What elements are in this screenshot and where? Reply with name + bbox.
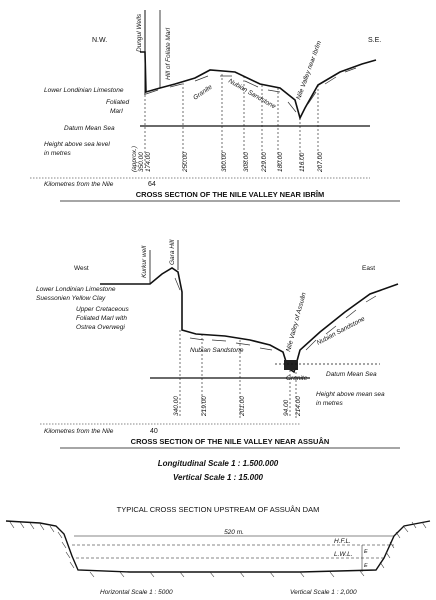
ibrim-ground-profile bbox=[140, 52, 376, 118]
vertical-scale: Vertical Scale 1 : 15.000 bbox=[173, 473, 263, 482]
assuan-caption: CROSS SECTION OF THE NILE VALLEY NEAR ASSUÂN bbox=[130, 437, 330, 446]
assuan-sandstone-left-label: Nubian Sandstone bbox=[190, 347, 244, 354]
dam-hfl-label: H.F.L. bbox=[334, 538, 351, 545]
ibrim-sandstone-label: Nubian Sandstone bbox=[227, 77, 277, 111]
dam-title: TYPICAL CROSS SECTION UPSTREAM OF ASSUÂN DAM bbox=[116, 505, 320, 514]
ibrim-valley-label: Nile Valley near Ibrîm bbox=[295, 40, 324, 101]
assuan-upper-label-2: Foliated Marl with bbox=[76, 315, 127, 322]
assuan-kurkur-label: Kurkur well bbox=[141, 245, 148, 278]
assuan-km-label: Kilometres from the Nile bbox=[44, 428, 114, 435]
ibrim-height-value: 229.00 bbox=[261, 152, 268, 172]
ibrim-se: S.E. bbox=[368, 37, 382, 44]
ibrim-height-value: 180.00 bbox=[277, 152, 284, 172]
assuan-west: West bbox=[74, 265, 89, 272]
assuan-clay-label: Suessonien Yellow Clay bbox=[36, 295, 106, 302]
dam-lwl-label: L.W.L. bbox=[334, 551, 353, 558]
assuan-height-value: 214.00 bbox=[295, 396, 302, 416]
assuan-sandstone-right-label: Nubian Sandstone bbox=[315, 315, 367, 347]
assuan-height-value: 201.00 bbox=[239, 396, 246, 416]
assuan-km-value: 40 bbox=[150, 428, 158, 435]
dam-horizontal-scale: Horizontal Scale 1 : 5000 bbox=[100, 589, 173, 596]
assuan-datum-label: Datum Mean Sea bbox=[326, 371, 377, 378]
dam-width-label: 520 m. bbox=[224, 529, 244, 536]
dam-depth-label-2: E bbox=[364, 563, 368, 569]
assuan-upper-label-3: Ostrea Overwegi bbox=[76, 324, 125, 331]
assuan-valley-label: Nile Valley of Assuân bbox=[285, 291, 308, 353]
assuan-height-value: 94.00 bbox=[283, 399, 290, 416]
ibrim-granite-label: Granite bbox=[192, 83, 214, 102]
assuan-upper-label-1: Upper Cretaceous bbox=[76, 306, 129, 313]
ibrim-caption: CROSS SECTION OF THE NILE VALLEY NEAR IBRÎM bbox=[135, 190, 325, 199]
assuan-limestone-label: Lower Londinian Limestone bbox=[36, 286, 116, 293]
ibrim-marl-label-1: Foliated bbox=[106, 99, 130, 106]
assuan-section bbox=[36, 239, 400, 448]
ibrim-datum-label: Datum Mean Sea bbox=[64, 125, 115, 132]
ibrim-km-value: 64 bbox=[148, 181, 156, 188]
ibrim-height-label-1: Height above sea level bbox=[44, 141, 110, 148]
ibrim-height-value: 250.00 bbox=[182, 152, 189, 172]
ibrim-km-label: Kilometres from the Nile bbox=[44, 181, 114, 188]
assuan-gara-label: Gara Hill bbox=[169, 239, 176, 265]
ibrim-height-ticks bbox=[145, 74, 318, 168]
dam-section bbox=[6, 505, 430, 596]
assuan-height-value: 340.00 bbox=[173, 396, 180, 416]
longitudinal-scale: Longitudinal Scale 1 : 1.500.000 bbox=[157, 459, 279, 468]
assuan-height-label-2: in metres bbox=[316, 400, 343, 407]
ibrim-hill-label: Hill of Foliate Marl bbox=[165, 27, 172, 80]
assuan-height-label-1: Height above mean sea bbox=[316, 391, 385, 398]
ibrim-section bbox=[30, 10, 400, 201]
ibrim-height-value: 350.00 bbox=[138, 152, 145, 172]
assuan-granite-label: Granite bbox=[286, 375, 308, 382]
ibrim-height-value: 207.00 bbox=[317, 152, 324, 172]
ibrim-wells-label: Dungul Wells bbox=[136, 13, 143, 52]
ibrim-nw: N.W. bbox=[92, 37, 108, 44]
ibrim-height-approx: (approx.) bbox=[131, 145, 138, 172]
assuan-height-value: 219.00 bbox=[201, 396, 208, 416]
ibrim-height-label-2: in metres bbox=[44, 150, 71, 157]
ibrim-marl-label-2: Marl bbox=[110, 108, 123, 115]
assuan-heights bbox=[173, 396, 302, 417]
dam-vertical-scale: Vertical Scale 1 : 2,000 bbox=[290, 589, 357, 596]
ibrim-height-value: 308.00 bbox=[243, 152, 250, 172]
ibrim-limestone-label: Lower Londinian Limestone bbox=[44, 87, 124, 94]
dam-bank-hatching-left bbox=[10, 522, 74, 568]
dam-bank-hatching-right bbox=[380, 522, 426, 568]
ibrim-height-value: 116.00 bbox=[299, 152, 306, 172]
ibrim-heights bbox=[131, 146, 324, 173]
dam-depth-label-1: E bbox=[364, 549, 368, 555]
assuan-east: East bbox=[362, 265, 376, 272]
ibrim-height-value: 174.00 bbox=[145, 152, 152, 172]
ibrim-height-value: 300.00 bbox=[221, 152, 228, 172]
